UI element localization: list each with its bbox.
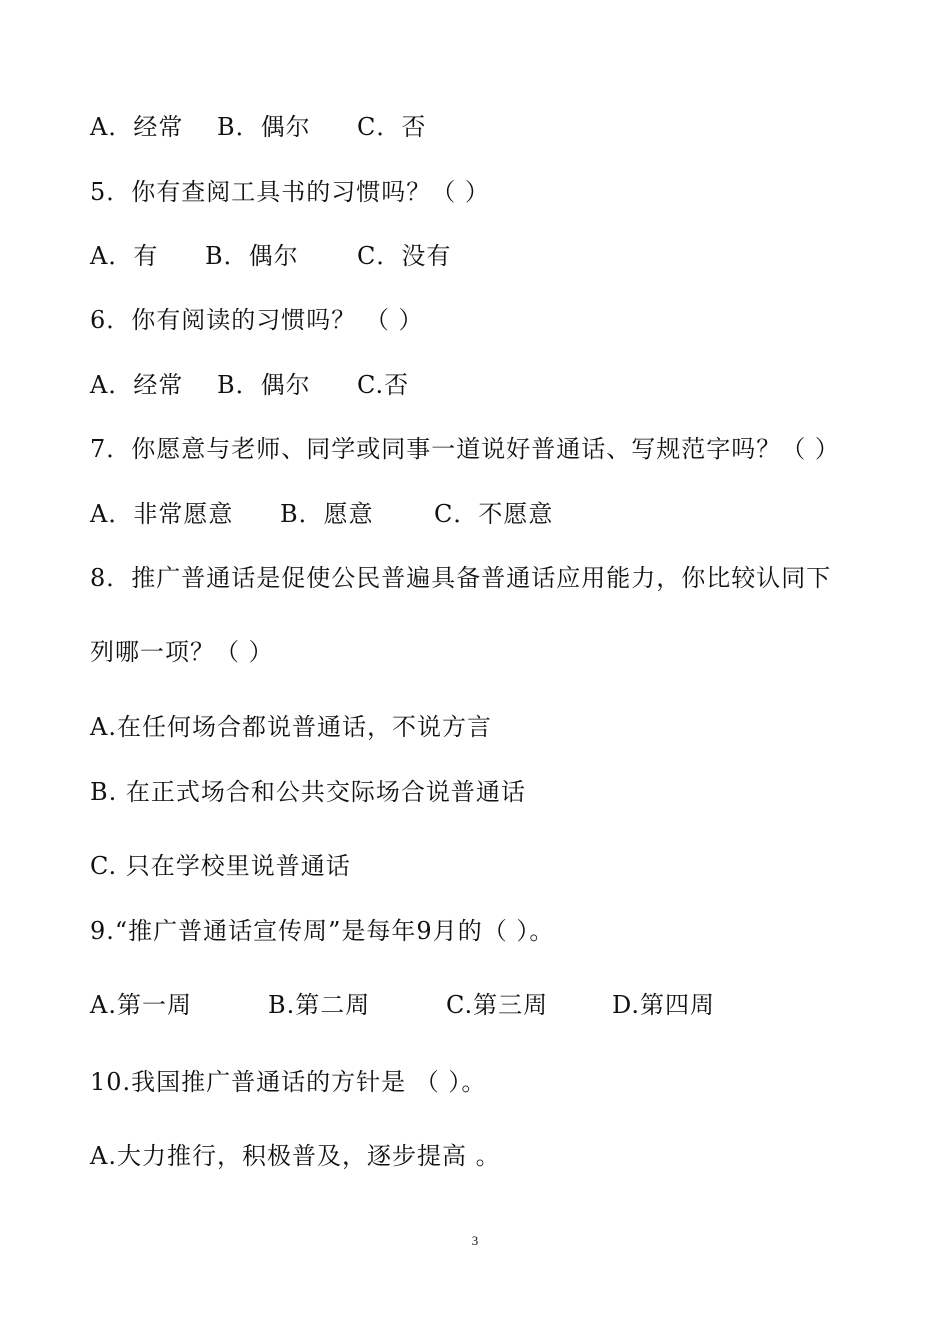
- question-7-options: [90, 498, 890, 530]
- question-5: 5．你有查阅工具书的习惯吗？（ ）: [90, 178, 490, 206]
- question-5-options: [90, 240, 890, 272]
- option-b: B．偶尔: [217, 113, 311, 141]
- option-c: C.第三周: [446, 991, 549, 1019]
- question-10-option-a: A.大力推行，积极普及，逐步提高 。: [90, 1142, 501, 1170]
- option-c: C．否: [357, 113, 427, 141]
- question-6-options: [90, 369, 890, 401]
- question-8-option-b: B. 在正式场合和公共交际场合说普通话: [90, 778, 526, 806]
- option-a: A.第一周: [90, 991, 192, 1019]
- option-a: A．经常: [90, 371, 184, 399]
- question-8-line-1: 8．推广普通话是促使公民普遍具备普通话应用能力，你比较认同下: [90, 564, 832, 592]
- option-c: C.否: [357, 371, 410, 399]
- option-b: B.第二周: [268, 991, 371, 1019]
- question-6: 6．你有阅读的习惯吗？ （ ）: [90, 306, 424, 334]
- question-4-options: [90, 111, 890, 143]
- option-c: C．不愿意: [434, 500, 554, 528]
- question-8-option-a: A.在任何场合都说普通话，不说方言: [90, 713, 492, 741]
- question-8-line-2: 列哪一项？（ ）: [90, 638, 274, 666]
- question-8-option-c: C. 只在学校里说普通话: [90, 852, 351, 880]
- option-a: A．经常: [90, 113, 184, 141]
- option-b: B．偶尔: [217, 371, 311, 399]
- option-b: B．偶尔: [205, 242, 299, 270]
- option-a: A．有: [90, 242, 159, 270]
- option-d: D.第四周: [612, 991, 716, 1019]
- option-c: C．没有: [357, 242, 452, 270]
- question-7: 7．你愿意与老师、同学或同事一道说好普通话、写规范字吗？（ ）: [90, 435, 840, 463]
- question-10: 10.我国推广普通话的方针是 （ ）。: [90, 1068, 487, 1096]
- page-number: 3: [471, 1233, 479, 1248]
- option-b: B．愿意: [280, 500, 374, 528]
- option-a: A．非常愿意: [90, 500, 234, 528]
- question-9-options: [90, 989, 890, 1021]
- question-9: 9.“推广普通话宣传周”是每年9月的（ ）。: [90, 917, 555, 945]
